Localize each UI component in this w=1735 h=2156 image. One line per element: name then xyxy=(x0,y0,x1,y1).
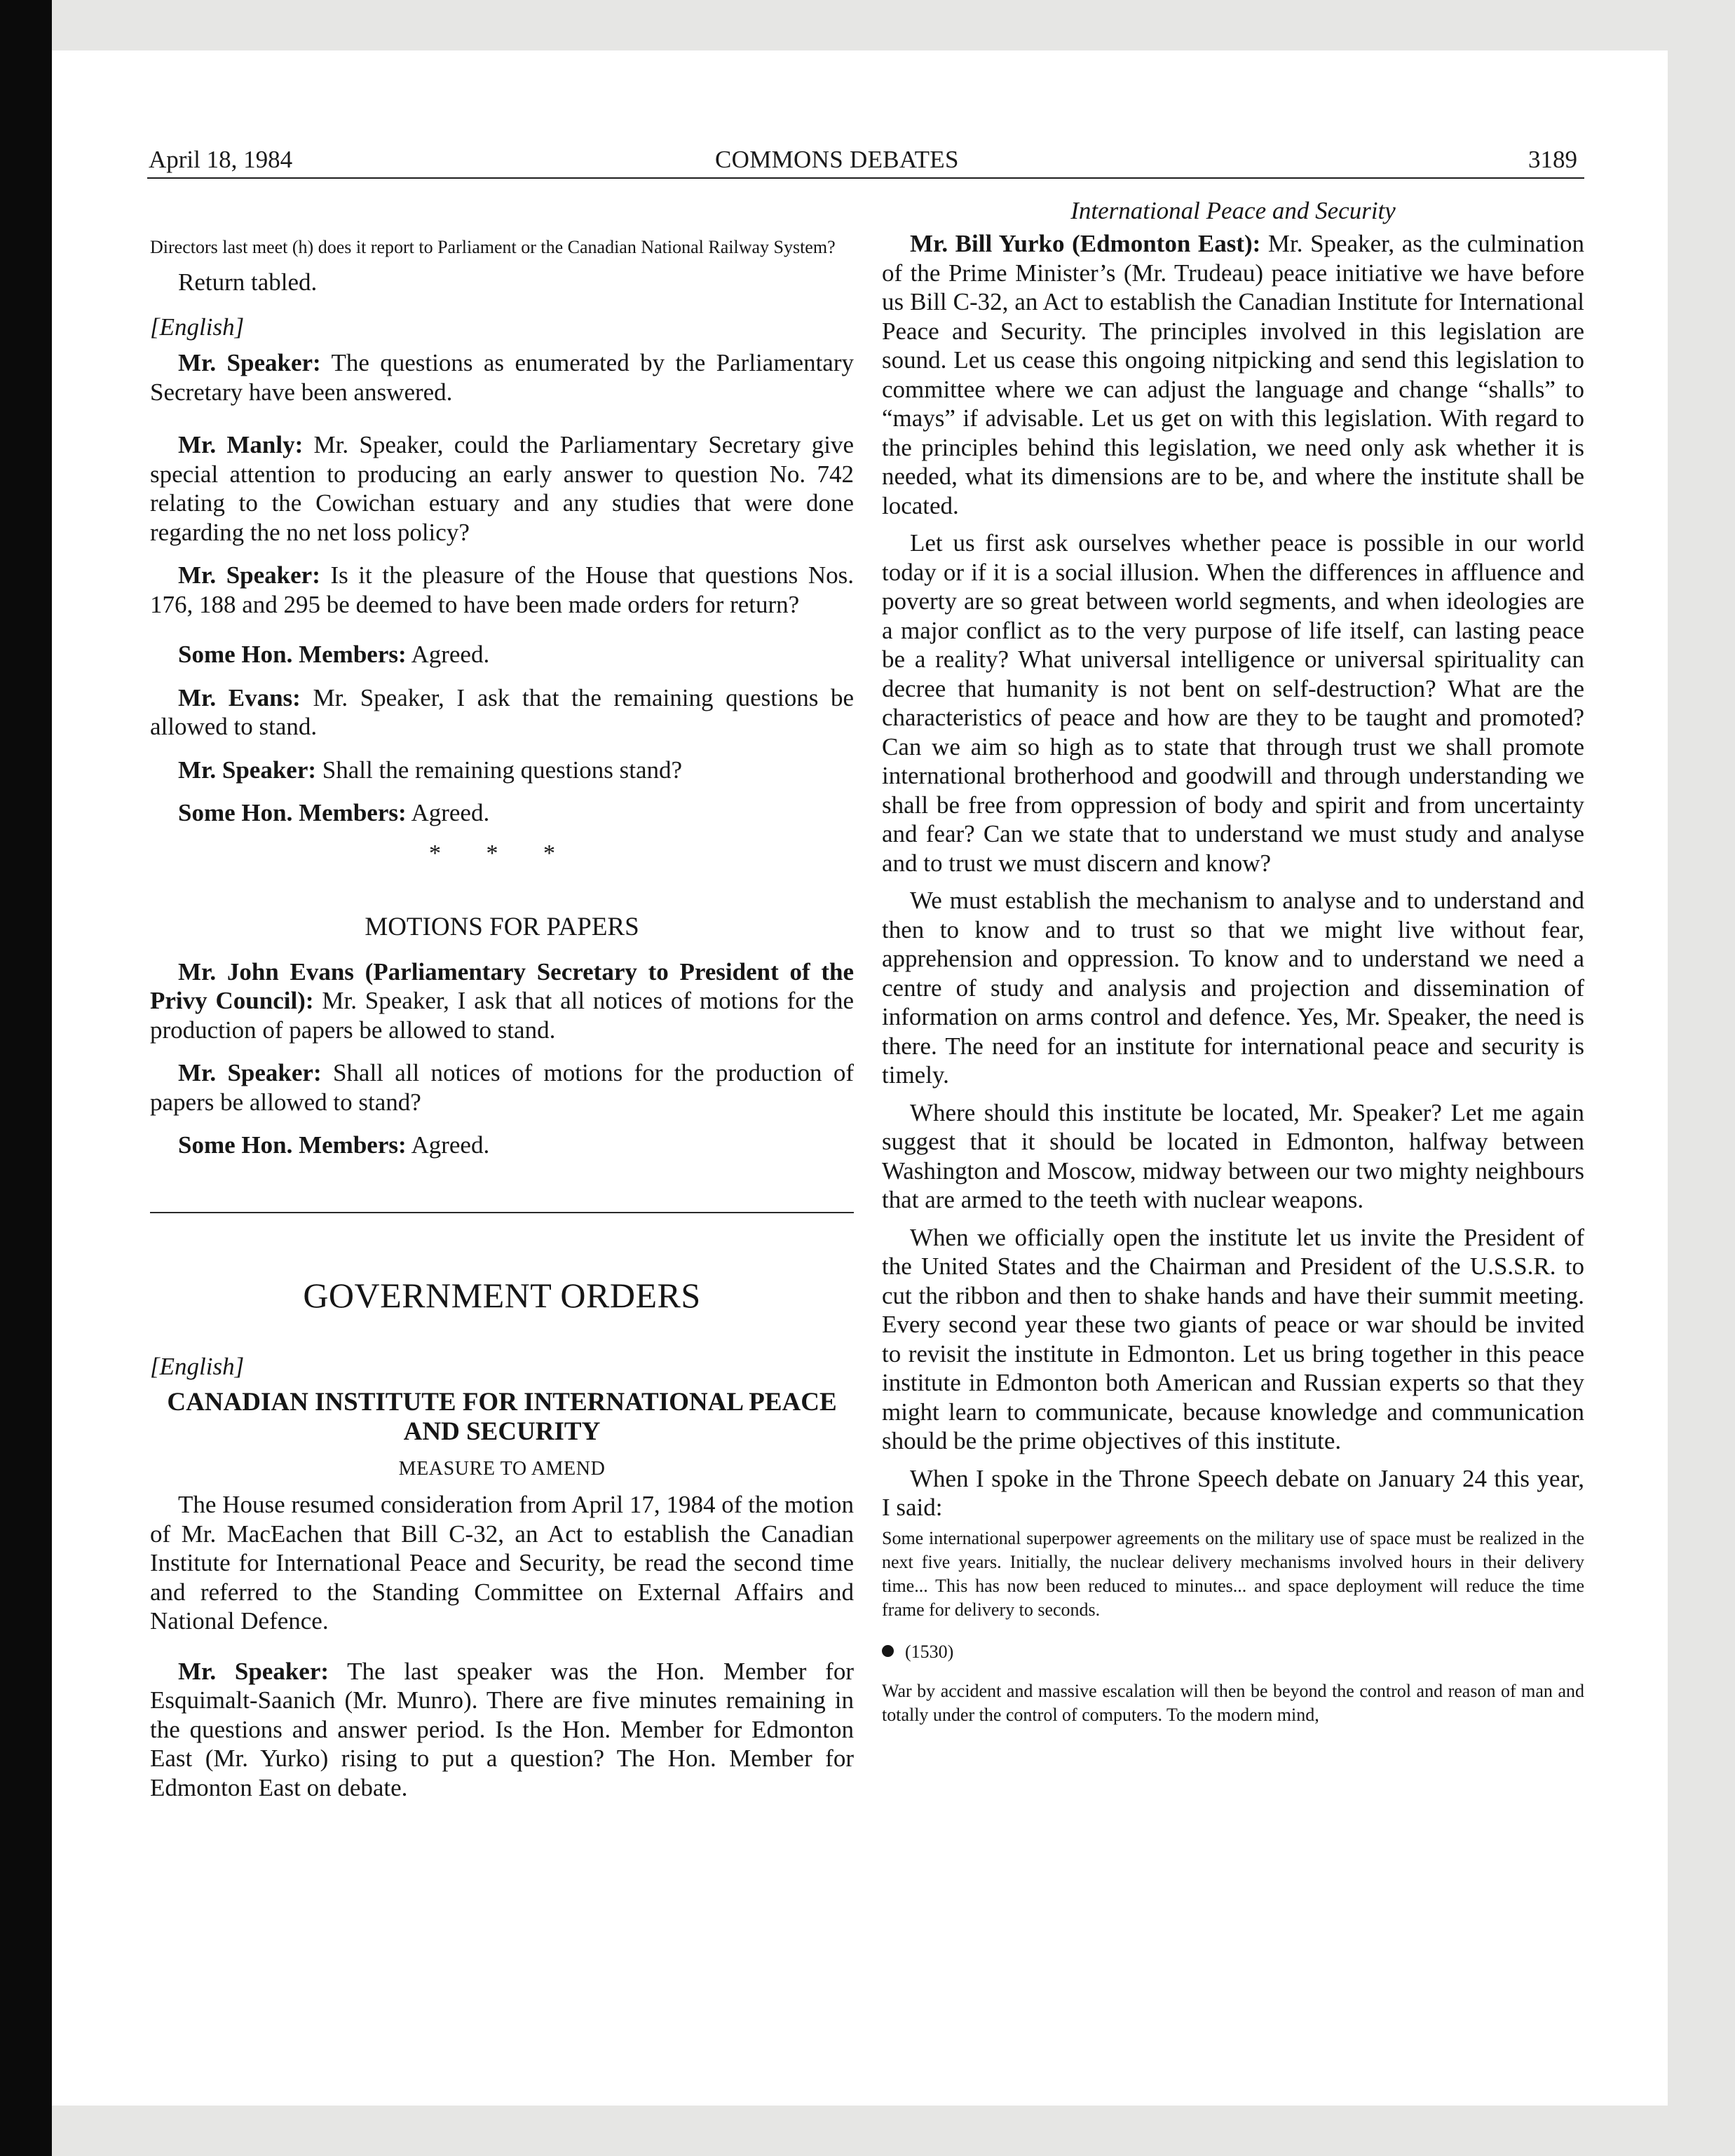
speaker-name: Some Hon. Members: xyxy=(178,799,407,826)
speech-paragraph: Where should this institute be located, Mr. Speaker? Let me again suggest that it should be located in Edmonton, halfway between Washington and Moscow, midway between our two mighty neighbours that are armed to the teeth with nuclear weapons. xyxy=(882,1098,1584,1213)
right-column xyxy=(882,196,1584,1727)
speech-paragraph xyxy=(150,1657,854,1803)
government-orders-heading: GOVERNMENT ORDERS xyxy=(303,1275,701,1315)
speech-paragraph xyxy=(150,798,854,828)
speech-text: Mr. Speaker, could the Parliamentary Secretary give special attention to producing an early answer to question No. 742 relating to the Cowichan estuary and any studies that were done regarding the no net loss policy? xyxy=(150,431,854,546)
speaker-name: Mr. Bill Yurko (Edmonton East): xyxy=(910,230,1261,257)
bill-heading: CANADIAN INSTITUTE FOR INTERNATIONAL PEACE AND SECURITY xyxy=(167,1388,837,1446)
timestamp: (1530) xyxy=(905,1641,954,1662)
question-tail: Directors last meet (h) does it report to Parliament or the Canadian National Railway System? xyxy=(150,237,836,257)
speech-text: The last speaker was the Hon. Member for Esquimalt-Saanich (Mr. Munro). There are five minutes remaining in the questions and answer period. Is the Hon. Member for Edmonton East (Mr. Yurko) rising to put a question? The Hon. Member for Edmonton East on debate. xyxy=(150,1657,854,1801)
speech-paragraph xyxy=(150,957,854,1045)
speech-paragraph xyxy=(150,756,854,785)
speaker-name: Mr. Speaker: xyxy=(178,1059,322,1086)
speaker-name: Mr. Manly: xyxy=(178,431,304,458)
speech-text: Mr. Speaker, I ask that all notices of motions for the production of papers be allowed to stand. xyxy=(150,987,854,1044)
bullet-dot-icon xyxy=(882,1645,894,1657)
section-rule xyxy=(150,1212,854,1213)
speaker-name: Mr. Evans: xyxy=(178,683,301,711)
speech-paragraph: We must establish the mechanism to analyse and to understand and then to know and to trust so that we might live without fear, apprehension and oppression. To know and to understand we need a centre of study and analysis and projection and dissemination of information on arms control and defence. Yes, Mr. Speaker, the need is there. The need for an institute for international peace and security is timely. xyxy=(882,887,1584,1089)
speaker-name: Mr. Speaker: xyxy=(178,756,317,784)
speech-paragraph xyxy=(150,1058,854,1117)
block-quote: Some international superpower agreements on the military use of space must be realized in the next five years. Initially, the nuclear delivery mechanisms involved hours in their delivery time... This has now been reduced to minutes... and space deployment will reduce the time frame for delivery to seconds. xyxy=(882,1527,1584,1620)
speech-paragraph: The House resumed consideration from April 17, 1984 of the motion of Mr. MacEachen that Bill C-32, an Act to establish the Canadian Institute for International Peace and Security, be read the second time and referred to the Standing Committee on External Affairs and National Defence. xyxy=(150,1491,854,1635)
block-quote: War by accident and massive escalation will then be beyond the control and reason of man and totally under the control of computers. To the modern mind, xyxy=(882,1680,1584,1725)
speech-text: Shall all notices of motions for the production of papers be allowed to stand? xyxy=(150,1059,854,1116)
speech-text: Agreed. xyxy=(406,1131,490,1159)
left-column xyxy=(150,196,854,1802)
section-divider-stars: * * * xyxy=(429,840,575,866)
speech-paragraph xyxy=(150,561,854,619)
header-date: April 18, 1984 xyxy=(149,146,293,173)
speaker-name: Mr. Speaker: xyxy=(178,349,321,376)
speech-text: Shall the remaining questions stand? xyxy=(316,756,683,784)
scan-border-bottom xyxy=(52,2106,1735,2156)
speech-text: The questions as enumerated by the Parliamentary Secretary have been answered. xyxy=(150,349,854,406)
speaker-name: Mr. Speaker: xyxy=(178,561,320,589)
speech-paragraph: When I spoke in the Throne Speech debate on January 24 this year, I said: xyxy=(882,1464,1584,1521)
timestamp-marker xyxy=(882,1640,1584,1664)
speaker-name: Some Hon. Members: xyxy=(178,1131,407,1159)
header-rule xyxy=(147,177,1584,179)
speech-text: Is it the pleasure of the House that questions Nos. 176, 188 and 295 be deemed to have been made orders for return? xyxy=(150,561,854,618)
speech-text: Mr. Speaker, I ask that the remaining questions be allowed to stand. xyxy=(150,683,854,740)
scan-border-left xyxy=(0,0,52,2156)
speaker-name: Some Hon. Members: xyxy=(178,641,407,668)
scan-border-top xyxy=(52,0,1735,50)
header-page-number: 3189 xyxy=(1528,146,1577,173)
language-tag: [English] xyxy=(150,1352,245,1380)
speech-paragraph xyxy=(150,430,854,547)
speech-paragraph xyxy=(150,348,854,407)
speech-text: Agreed. xyxy=(406,799,490,826)
motions-heading: MOTIONS FOR PAPERS xyxy=(365,912,639,941)
speech-text: Agreed. xyxy=(406,641,490,668)
speaker-name: Mr. Speaker: xyxy=(178,1657,329,1685)
return-tabled: Return tabled. xyxy=(178,268,318,296)
speech-paragraph xyxy=(150,640,854,669)
speech-paragraph xyxy=(882,229,1584,520)
language-tag: [English] xyxy=(150,313,245,341)
speech-paragraph: When we officially open the institute let us invite the President of the United States and the Chairman and President of the U.S.S.R. to cut the ribbon and then to shake hands and have their summit meeting. Every second year these two giants of peace or war should be invited to revisit the institute in Edmonton. Let us bring together in this peace institute in Edmonton both American and Russian experts so that they might learn to communicate, because knowledge and communication should be the prime objectives of this institute. xyxy=(882,1223,1584,1454)
speech-text: Mr. Speaker, as the culmination of the Prime Minister’s (Mr. Trudeau) peace initiative we have before us Bill C-32, an Act to establish the Canadian Institute for International Peace and Security. The principles involved in this legislation are sound. Let us cease this ongoing nitpicking and send this legislation to committee where we can adjust the language and change “shalls” to “mays” if advisable. Let us get on with this legislation. With regard to the principles behind this legislation, we need only ask whether it is needed, what its dimensions are to be, and where the institute shall be located. xyxy=(882,230,1584,519)
scan-border-right xyxy=(1668,0,1735,2156)
speaker-name: Mr. John Evans (Parliamentary Secretary to President of the Privy Council): xyxy=(150,957,854,1014)
speech-paragraph: Let us first ask ourselves whether peace is possible in our world today or if it is a social illusion. When the differences in affluence and poverty are so great between world segments, and when ideologies are a major conflict as to the very purpose of life itself, can lasting peace be a reality? What universal intelligence or universal spirituality can decree that humanity is not bent on self-destruction? What are the characteristics of peace and how are they to be taught and promoted? Can we aim so high as to state that through trust we shall promote international brotherhood and goodwill and through understanding we shall be free from oppression of body and spirit and from uncertainty and fear? Can we state that to understand we must study and analyse and to trust we must discern and know? xyxy=(882,529,1584,877)
speech-paragraph xyxy=(150,683,854,742)
measure-subheading: MEASURE TO AMEND xyxy=(398,1458,606,1480)
header-title: COMMONS DEBATES xyxy=(715,146,959,173)
speech-paragraph xyxy=(150,1131,854,1160)
debate-subheading: International Peace and Security xyxy=(1070,197,1396,224)
